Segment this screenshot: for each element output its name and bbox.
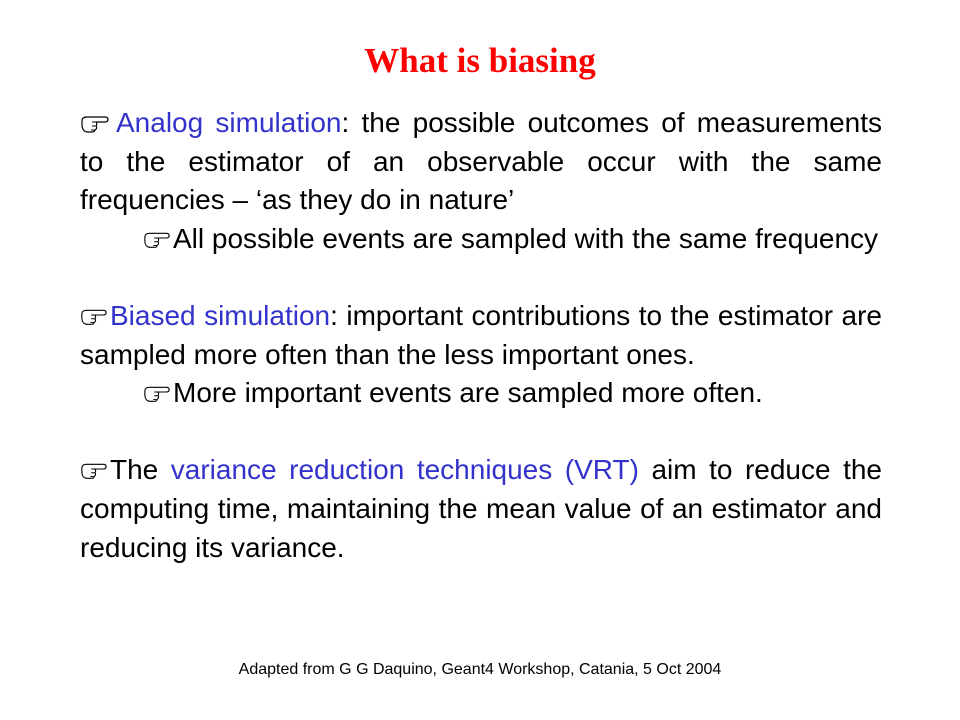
- biased-sub-text: More important events are sampled more often.: [173, 377, 763, 409]
- pointing-hand-icon: [80, 304, 108, 326]
- biased-text: : important contributions to the estimator are sampled more often than the less important ones.: [80, 299, 882, 370]
- analog-sub-text: All possible events are sampled with the same frequency: [173, 222, 879, 254]
- vrt-lead: The: [110, 454, 171, 486]
- biased-term: Biased simulation: [110, 299, 331, 331]
- vrt-text: aim to reduce the computing time, maintaining the mean value of an estimator and reducing its variance.: [80, 454, 882, 563]
- bullet-vrt: [80, 451, 882, 567]
- bullet-analog-sub: [80, 220, 882, 259]
- bullet-biased-sub: [80, 374, 882, 413]
- slide-body: [80, 104, 882, 567]
- pointing-hand-icon: [143, 227, 171, 249]
- analog-term: Analog simulation: [116, 107, 342, 138]
- vrt-term: variance reduction techniques (VRT): [170, 454, 639, 486]
- slide-title: What is biasing: [364, 41, 596, 80]
- bullet-analog: [80, 104, 882, 220]
- pointing-hand-icon: [143, 381, 171, 403]
- pointing-hand-icon: [80, 111, 110, 133]
- bullet-biased: [80, 297, 882, 374]
- slide-footer: Adapted from G G Daquino, Geant4 Workshop, Catania, 5 Oct 2004: [238, 661, 722, 678]
- pointing-hand-icon: [80, 458, 108, 480]
- analog-text: : the possible outcomes of measurements to the estimator of an observable occur with the same frequencies – ‘as they do in nature’: [80, 107, 882, 216]
